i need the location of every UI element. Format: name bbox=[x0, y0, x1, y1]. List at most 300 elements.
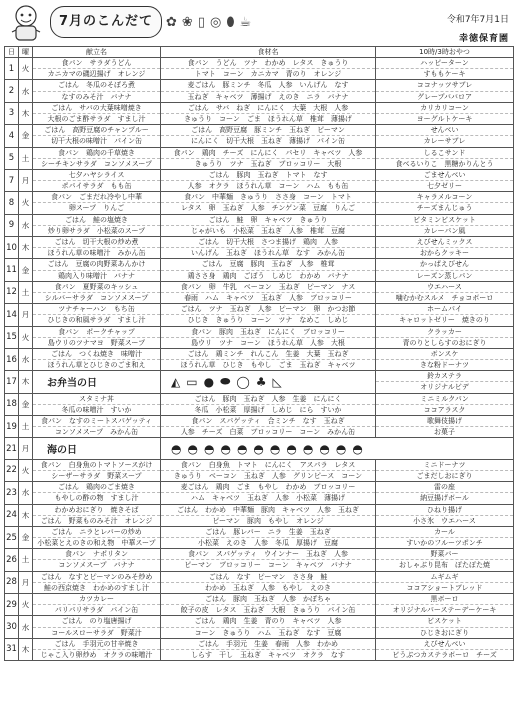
table-row bbox=[5, 371, 514, 393]
sandwich-icon: ◺ bbox=[272, 374, 282, 389]
weekday-cell: 木 bbox=[19, 237, 33, 259]
table-header-row bbox=[5, 47, 514, 58]
table-row bbox=[5, 393, 514, 415]
menu-cell-line2: ごはん 野菜ものみそ汁 オレンジ bbox=[40, 516, 153, 525]
menu-cell-line1: ごはん サバの大葉味噌焼き bbox=[33, 103, 160, 114]
menu-cell-line1: ごはん のり塩唐揚げ bbox=[33, 616, 160, 627]
cherry-icon: ❀ bbox=[181, 14, 193, 30]
menu-cell bbox=[33, 304, 161, 326]
menu-cell-line2: 大根のごま酢サラダ すまし汁 bbox=[47, 114, 146, 123]
snack-cell bbox=[376, 102, 514, 124]
watermelon-icon: ◓ bbox=[352, 441, 363, 456]
ingredient-cell-line2: わかめ 玉ねぎ 人参 もやし えのき bbox=[205, 583, 331, 592]
day-cell: 14 bbox=[5, 304, 19, 326]
menu-cell-line2: ほうれん草とひじきのごま和え bbox=[47, 361, 146, 370]
snack-cell bbox=[376, 326, 514, 348]
snack-cell bbox=[376, 58, 514, 80]
day-cell: 11 bbox=[5, 259, 19, 281]
snack-cell-line1: クラッカー bbox=[376, 327, 513, 338]
col-weekday: 曜 bbox=[19, 47, 33, 58]
weekday-cell: 水 bbox=[19, 616, 33, 638]
ingredient-cell-line2: 小松菜 えのき 人参 冬瓜 厚揚げ 豆腐 bbox=[198, 539, 338, 548]
snack-cell-line1: せんべい bbox=[376, 125, 513, 136]
watermelon-icon: ◓ bbox=[203, 441, 215, 456]
ingredient-cell bbox=[161, 459, 376, 481]
snack-cell bbox=[376, 237, 514, 259]
snack-cell bbox=[376, 571, 514, 593]
snack-cell-line1: ボンスケ bbox=[376, 349, 513, 360]
ingredient-cell-line1: 食パン 豚肉 玉ねぎ にんにく ブロッコリー bbox=[161, 327, 375, 338]
snack-cell-line2: キャロットゼリー 焼きのり bbox=[399, 316, 490, 325]
day-cell: 1 bbox=[5, 58, 19, 80]
day-cell: 31 bbox=[5, 638, 19, 660]
menu-cell bbox=[33, 393, 161, 415]
snack-cell bbox=[376, 371, 514, 393]
onigiri-icon: ◭ bbox=[171, 374, 181, 389]
menu-cell bbox=[33, 192, 161, 214]
watermelon-icon: ◓ bbox=[302, 441, 314, 456]
snack-cell-line1: えびせんミックス bbox=[376, 237, 513, 248]
menu-cell bbox=[33, 594, 161, 616]
special-day-label: お弁当の日 bbox=[33, 371, 161, 393]
col-day: 日 bbox=[5, 47, 19, 58]
day-cell: 28 bbox=[5, 571, 19, 593]
menu-cell-line2: コンソメスープ バナナ bbox=[58, 561, 135, 570]
weekday-cell: 土 bbox=[19, 549, 33, 571]
ingredient-cell-line2: ほうれん草 ひじき もやし ごま 玉ねぎ キャベツ bbox=[180, 361, 356, 370]
snack-cell-line2: カレーサブレ bbox=[423, 137, 466, 146]
weekday-cell: 水 bbox=[19, 214, 33, 236]
ingredient-cell bbox=[161, 237, 376, 259]
menu-cell bbox=[33, 214, 161, 236]
icon-strip bbox=[161, 439, 513, 459]
watermelon-icon: ◓ bbox=[335, 441, 347, 456]
snack-cell bbox=[376, 147, 514, 169]
menu-cell bbox=[33, 237, 161, 259]
day-cell: 30 bbox=[5, 616, 19, 638]
menu-cell bbox=[33, 102, 161, 124]
day-cell: 29 bbox=[5, 594, 19, 616]
snack-cell-line2: ビうぶつカステラボーロ チーズ bbox=[392, 650, 497, 659]
menu-cell-line1: 食パン サラダうどん bbox=[33, 58, 160, 69]
ingredient-cell bbox=[161, 571, 376, 593]
menu-cell bbox=[33, 147, 161, 169]
snack-cell bbox=[376, 416, 514, 438]
weekday-cell: 木 bbox=[19, 371, 33, 393]
menu-cell bbox=[33, 169, 161, 191]
snack-cell-line2: チーズまんじゅう bbox=[416, 204, 473, 213]
snack-cell-line1: 野菜バー bbox=[376, 549, 513, 560]
ingredient-cell-line2: ひじき きゅうり コーン ツナ なめこ しめじ bbox=[187, 316, 349, 325]
page-title: 7月のこんだて bbox=[50, 6, 162, 38]
watermelon-icon: ◓ bbox=[269, 441, 281, 456]
ingredient-cell bbox=[161, 638, 376, 660]
menu-cell bbox=[33, 80, 161, 102]
ingredient-cell-line2: きゅうり ツナ 玉ねぎ ブロッコリー 大根 bbox=[194, 159, 342, 168]
table-row bbox=[5, 80, 514, 102]
ingredient-cell bbox=[161, 125, 376, 147]
menu-cell-line2: 炒り卵サラダ 小松菜のスープ bbox=[47, 226, 146, 235]
menu-table bbox=[4, 46, 514, 661]
snack-cell-line2: 七夕ゼリー bbox=[427, 182, 462, 191]
ingredient-cell-line2: 餃子の皮 レタス 玉ねぎ 大根 きゅうり パイン缶 bbox=[180, 606, 356, 615]
snack-cell-line1: 歌舞伎揚げ bbox=[376, 416, 513, 427]
ingredient-cell-line1: ごはん なす ピーマン ささ身 鮭 bbox=[161, 572, 375, 583]
day-cell: 24 bbox=[5, 504, 19, 526]
ingredient-cell-line2: トマト コーン カニカマ 青のり オレンジ bbox=[194, 70, 342, 79]
table-row bbox=[5, 549, 514, 571]
snack-cell-line2: おからクッキー bbox=[420, 249, 469, 258]
corn-icon: ⬮ bbox=[226, 14, 235, 30]
ingredient-cell-line1: 食パン 卵 牛乳 ベーコン 玉ねぎ ピーマン ナス bbox=[161, 282, 375, 293]
snack-cell bbox=[376, 80, 514, 102]
menu-cell-line2: 鶏肉入り味噌汁 バナナ bbox=[58, 271, 135, 280]
snack-cell-line1: ビタミンビスケット bbox=[376, 215, 513, 226]
ingredient-cell bbox=[161, 594, 376, 616]
snack-cell-line1: キャラメルコーン bbox=[376, 192, 513, 203]
menu-cell-line2: もやしの酢の物 すまし汁 bbox=[54, 494, 139, 503]
icon-strip bbox=[161, 372, 375, 392]
table-row bbox=[5, 638, 514, 660]
ingredient-cell-line1: ごはん 鮭 卵 キャベツ きゅうり bbox=[161, 215, 375, 226]
menu-cell-line2: パリパリサラダ パイン缶 bbox=[54, 606, 139, 615]
menu-cell-line2: じゃこ入り卵炒め オクラの味噌汁 bbox=[40, 650, 153, 659]
snack-cell-line2: すいかのフルーツポンチ bbox=[406, 539, 483, 548]
table-row bbox=[5, 214, 514, 236]
weekday-cell: 月 bbox=[19, 304, 33, 326]
snack-cell bbox=[376, 594, 514, 616]
ingredient-cell-line1: ごはん 鶏肉 生姜 青のり キャベツ 人参 bbox=[161, 616, 375, 627]
table-row bbox=[5, 192, 514, 214]
day-cell: 2 bbox=[5, 80, 19, 102]
menu-cell-line2: 冬瓜の味噌汁 すいか bbox=[61, 405, 132, 414]
ingredient-cell-line2: にんにく 切干大根 玉ねぎ 薄揚げ パイン缶 bbox=[191, 137, 345, 146]
ingredient-cell-line2: 鶏ささ身 鶏肉 ごぼう しめじ わかめ バナナ bbox=[187, 271, 349, 280]
snack-cell bbox=[376, 192, 514, 214]
snack-cell-line2: オリジナルパーステーデーケーキ bbox=[392, 606, 497, 615]
snack-cell-line2: おしゃぶり昆布 ぽたぽた焼 bbox=[399, 561, 490, 570]
weekday-cell: 水 bbox=[19, 348, 33, 370]
menu-cell-line1: 食パン ナポリタン bbox=[33, 549, 160, 560]
ingredient-cell bbox=[161, 80, 376, 102]
ingredient-cell-line2: じゃがいも 小松菜 玉ねぎ 人参 椎茸 豆腐 bbox=[191, 226, 345, 235]
table-row bbox=[5, 58, 514, 80]
weekday-cell: 土 bbox=[19, 281, 33, 303]
table-row bbox=[5, 304, 514, 326]
weekday-cell: 月 bbox=[19, 169, 33, 191]
ingredient-cell-line1: ごはん 切干大根 さつま揚げ 鶏肉 人参 bbox=[161, 237, 375, 248]
day-cell: 10 bbox=[5, 237, 19, 259]
weekday-cell: 火 bbox=[19, 594, 33, 616]
snack-cell bbox=[376, 616, 514, 638]
weekday-cell: 木 bbox=[19, 504, 33, 526]
menu-cell-line2: シーチキンサラダ コンソメスープ bbox=[40, 159, 153, 168]
table-row bbox=[5, 125, 514, 147]
ingredient-cell bbox=[161, 326, 376, 348]
ingredient-cell-line2: 人参 チーズ 白菜 ブロッコリー コーン みかん缶 bbox=[180, 428, 356, 437]
menu-cell-line2: 切干大根の味噌汁 パイン缶 bbox=[51, 137, 142, 146]
menu-cell-line1: ごはん 豆腐の肉野菜あんかけ bbox=[33, 259, 160, 270]
watermelon-icon: ◓ bbox=[286, 441, 297, 456]
snack-cell-line2: すももケーキ bbox=[423, 70, 466, 79]
menu-cell-line1: 食パン ポークチャップ bbox=[33, 327, 160, 338]
ingredient-cell-line1: ごはん 豚肉 玉ねぎ トマト なす bbox=[161, 170, 375, 181]
ingredient-cell-line2: 春雨 ハム キャベツ 玉ねぎ 人参 ブロッコリー bbox=[184, 293, 352, 302]
snack-cell-line2: 小さ氷 ウエハース bbox=[413, 516, 476, 525]
tomato-icon: ● bbox=[203, 374, 215, 389]
ingredient-cell bbox=[161, 526, 376, 548]
ingredient-cell-line1: ごはん 手羽元 生姜 春雨 人参 わかめ bbox=[161, 639, 375, 650]
table-row bbox=[5, 102, 514, 124]
watermelon-icon: ◓ bbox=[253, 441, 264, 456]
table-row bbox=[5, 348, 514, 370]
menu-cell-line1: ごはん 鮭の塩焼き bbox=[33, 215, 160, 226]
menu-cell-line1: ごはん つくね焼き 味噌汁 bbox=[33, 349, 160, 360]
weekday-cell: 水 bbox=[19, 80, 33, 102]
menu-cell-line2: 島ウリのツナマヨ 野菜スープ bbox=[47, 338, 146, 347]
snack-cell-line1: しるこサンド bbox=[376, 148, 513, 159]
ingredient-cell-line1: 食パン 鶏肉 チーズ にんにく パセリ キャベツ 人参 bbox=[161, 148, 375, 159]
snack-cell-line1: ホームパイ bbox=[376, 304, 513, 315]
menu-cell-line1: ごはん 鶏肉のごま焼き bbox=[33, 482, 160, 493]
snack-cell-line1: ハッピーターン bbox=[376, 58, 513, 69]
table-row bbox=[5, 416, 514, 438]
menu-cell bbox=[33, 281, 161, 303]
snack-cell-line2: オリジナルビデ bbox=[420, 383, 469, 392]
watermelon-icon: ◓ bbox=[220, 441, 231, 456]
menu-cell bbox=[33, 549, 161, 571]
ingredient-cell bbox=[161, 169, 376, 191]
snack-cell-line2: お菓子 bbox=[434, 428, 455, 437]
snack-cell-line2: カレーパン風 bbox=[423, 226, 466, 235]
snack-cell bbox=[376, 482, 514, 504]
snack-cell-line1: ムギムギ bbox=[376, 572, 513, 583]
ingredient-cell-line2: 冬瓜 小松菜 厚揚げ しめじ にら すいか bbox=[194, 405, 342, 414]
weekday-cell: 火 bbox=[19, 459, 33, 481]
ingredient-cell bbox=[161, 616, 376, 638]
table-row bbox=[5, 571, 514, 593]
ingredient-cell-line1: ごはん 高野豆腐 豚ミンチ 玉ねぎ ピーマン bbox=[161, 125, 375, 136]
weekday-cell: 火 bbox=[19, 326, 33, 348]
day-cell: 16 bbox=[5, 348, 19, 370]
table-row bbox=[5, 594, 514, 616]
ingredient-cell-line1: 食パン スパゲッティ 合ミンチ なす 玉ねぎ bbox=[161, 416, 375, 427]
day-cell: 17 bbox=[5, 371, 19, 393]
ingredient-cell-line1: 食パン スパゲッティ ウインナー 玉ねぎ 人参 bbox=[161, 549, 375, 560]
snack-cell-line2: ココアショートブレッド bbox=[406, 583, 483, 592]
snack-cell-line1: ごませんべい bbox=[376, 170, 513, 181]
day-cell: 18 bbox=[5, 393, 19, 415]
table-row bbox=[5, 281, 514, 303]
weekday-cell: 木 bbox=[19, 102, 33, 124]
menu-cell-line2: シルバーサラダ コンソメスープ bbox=[44, 293, 149, 302]
ingredient-cell-line1: ごはん わかめ 中華麺 豚肉 キャベツ 人参 玉ねぎ bbox=[161, 505, 375, 516]
day-cell: 23 bbox=[5, 482, 19, 504]
table-row bbox=[5, 459, 514, 481]
menu-cell-line1: 食パン ごまだれ冷やし中華 bbox=[33, 192, 160, 203]
ingredient-cell bbox=[161, 147, 376, 169]
menu-cell-line2: カニカマの磯辺揚げ オレンジ bbox=[47, 70, 146, 79]
weekday-cell: 水 bbox=[19, 482, 33, 504]
snack-cell bbox=[376, 214, 514, 236]
snack-cell-line1: えびせんべい bbox=[376, 639, 513, 650]
snack-cell-line1: 鈴カステラ bbox=[376, 371, 513, 382]
snack-cell-line1: 黒ボーロ bbox=[376, 594, 513, 605]
ingredient-cell bbox=[161, 281, 376, 303]
menu-cell-line2: シーザーサラダ 野菜スープ bbox=[51, 471, 142, 480]
day-cell: 15 bbox=[5, 326, 19, 348]
snack-cell-line2: ココアラスク bbox=[423, 405, 466, 414]
menu-cell bbox=[33, 616, 161, 638]
snack-cell bbox=[376, 304, 514, 326]
ingredient-cell bbox=[161, 192, 376, 214]
menu-cell bbox=[33, 482, 161, 504]
broccoli-icon: ♣ bbox=[255, 374, 267, 389]
table-row bbox=[5, 438, 514, 459]
menu-cell bbox=[33, 58, 161, 80]
snack-cell bbox=[376, 638, 514, 660]
menu-cell-line1: 食パン 鶏肉の千草焼き bbox=[33, 148, 160, 159]
table-row bbox=[5, 147, 514, 169]
snack-cell bbox=[376, 169, 514, 191]
ingredient-cell-line1: 食パン うどん ツナ わかめ レタス きゅうり bbox=[161, 58, 375, 69]
ingredient-cell-line1: ごはん ツナ 玉ねぎ 人参 ピーマン 卵 かつお節 bbox=[161, 304, 375, 315]
ingredient-cell-line1: 食パン 中華麺 きゅうり ささ身 コーン トマト bbox=[161, 192, 375, 203]
menu-cell-line1: ツナチャーハン もち缶 bbox=[33, 304, 160, 315]
table-row bbox=[5, 616, 514, 638]
snack-cell-line1: ミニドーナツ bbox=[376, 460, 513, 471]
table-row bbox=[5, 326, 514, 348]
snack-cell-line1: ひねり揚げ bbox=[376, 505, 513, 516]
menu-cell-line1: 食パン なすのミートスパゲッティ bbox=[33, 416, 160, 427]
weekday-cell: 月 bbox=[19, 571, 33, 593]
ingredient-cell-line1: ごはん サバ ねぎ にんにく 大葉 大根 人参 bbox=[161, 103, 375, 114]
menu-cell-line2: ほうれん草の味噌汁 みかん缶 bbox=[47, 249, 146, 258]
menu-cell bbox=[33, 459, 161, 481]
ingredient-cell-line2: 島ウリ ツナ コーン ほうれん草 人参 大根 bbox=[191, 338, 345, 347]
watermelon-icon: ◓ bbox=[187, 441, 198, 456]
menu-cell-line1: ごはん ニラとレバーの炒め bbox=[33, 527, 160, 538]
day-cell: 3 bbox=[5, 102, 19, 124]
ingredient-cell-line2: ハム キャベツ 玉ねぎ 人参 小松菜 薄揚げ bbox=[191, 494, 345, 503]
col-ingredients: 食材名 bbox=[161, 47, 376, 58]
day-cell: 5 bbox=[5, 147, 19, 169]
special-day-icons bbox=[161, 438, 514, 459]
menu-cell-line1: スタミナ丼 bbox=[33, 394, 160, 405]
day-cell: 7 bbox=[5, 169, 19, 191]
weekday-cell: 金 bbox=[19, 393, 33, 415]
snack-cell-line2: 食べるいりこ 黒糖かりんとう bbox=[395, 159, 494, 168]
mascot-icon bbox=[6, 2, 46, 44]
decoration-row bbox=[166, 10, 251, 34]
col-snacks: 10時/3時おやつ bbox=[376, 47, 514, 58]
cup-icon: ☕ bbox=[239, 14, 252, 30]
menu-cell-line1: ごはん 切干大根の炒め煮 bbox=[33, 237, 160, 248]
table-row bbox=[5, 482, 514, 504]
snack-cell bbox=[376, 504, 514, 526]
snack-cell-line2: ヨーグルトケーキ bbox=[416, 114, 473, 123]
snack-cell-line1: ウエハース bbox=[376, 282, 513, 293]
day-cell: 19 bbox=[5, 416, 19, 438]
weekday-cell: 木 bbox=[19, 638, 33, 660]
weekday-cell: 金 bbox=[19, 526, 33, 548]
menu-cell-line1: 七夕ハヤシライス bbox=[33, 170, 160, 181]
day-cell: 4 bbox=[5, 125, 19, 147]
col-menu: 献立名 bbox=[33, 47, 161, 58]
menu-cell-line1: 食パン 夏野菜のキッシュ bbox=[33, 282, 160, 293]
morning-glory-icon: ✿ bbox=[166, 14, 177, 30]
snack-cell-line2: レーズン蒸しパン bbox=[416, 271, 473, 280]
weekday-cell: 土 bbox=[19, 416, 33, 438]
menu-cell bbox=[33, 571, 161, 593]
menu-cell-line1: ごはん 冬瓜のそぼろ煮 bbox=[33, 80, 160, 91]
weekday-cell: 金 bbox=[19, 125, 33, 147]
ingredient-cell-line2: コーン きゅうり ハム 玉ねぎ なす 豆腐 bbox=[194, 628, 342, 637]
snack-cell-line2: ごまだしおにぎり bbox=[416, 471, 473, 480]
day-cell: 12 bbox=[5, 281, 19, 303]
ingredient-cell-line1: ごはん 豚肉 玉ねぎ 人参 かぼちゃ bbox=[161, 594, 375, 605]
ingredient-cell-line1: ごはん 豚肉 玉ねぎ 人参 生姜 にんにく bbox=[161, 394, 375, 405]
ingredient-cell-line2: ピーマン 豚肉 もやし オレンジ bbox=[212, 516, 324, 525]
bento-icon: ▭ bbox=[186, 374, 198, 389]
menu-cell-line1: ごはん 高野豆腐のチャンプルー bbox=[33, 125, 160, 136]
egg-icon: ◯ bbox=[236, 374, 250, 389]
watermelon-icon: ◓ bbox=[236, 441, 248, 456]
day-cell: 26 bbox=[5, 549, 19, 571]
ingredient-cell bbox=[161, 259, 376, 281]
menu-cell-line2: コンソメスープ みかん缶 bbox=[54, 428, 139, 437]
menu-cell bbox=[33, 326, 161, 348]
snack-cell bbox=[376, 125, 514, 147]
snack-cell-line1: ビスケット bbox=[376, 616, 513, 627]
menu-cell bbox=[33, 125, 161, 147]
weekday-cell: 金 bbox=[19, 259, 33, 281]
ingredient-cell bbox=[161, 214, 376, 236]
day-cell: 25 bbox=[5, 526, 19, 548]
ingredient-cell bbox=[161, 504, 376, 526]
snack-cell-line2: ひじきおにぎり bbox=[420, 628, 469, 637]
special-day-label: 海の日 bbox=[33, 438, 161, 459]
snack-cell bbox=[376, 348, 514, 370]
menu-cell bbox=[33, 259, 161, 281]
snack-cell-line2: グレープババロア bbox=[416, 92, 473, 101]
ingredient-cell-line2: 玉ねぎ キャベツ 薄揚げ えのき ニラ バナナ bbox=[187, 92, 349, 101]
menu-cell bbox=[33, 348, 161, 370]
snack-cell-line2: 噛むかむスルメ チョコボーロ bbox=[395, 293, 494, 302]
menu-cell-line1: ごはん なすとピーマンのみそ炒め bbox=[33, 572, 160, 583]
ingredient-cell-line1: 食パン 白身魚 トマト にんにく アスパラ レタス bbox=[161, 460, 375, 471]
table-body bbox=[5, 58, 514, 661]
watermelon-icon: ◓ bbox=[171, 441, 182, 456]
snack-cell-line1: かっぱえびせん bbox=[376, 259, 513, 270]
ingredient-cell-line1: ごはん 豚レバー ニラ 生姜 玉ねぎ bbox=[161, 527, 375, 538]
snack-cell bbox=[376, 459, 514, 481]
ingredient-cell bbox=[161, 348, 376, 370]
menu-cell-line2: 卵スープ りんご bbox=[68, 204, 125, 213]
ingredient-cell-line1: ごはん 鶏ミンチ れんこん 生姜 大葉 玉ねぎ bbox=[161, 349, 375, 360]
snack-cell-line1: カリカリコーン bbox=[376, 103, 513, 114]
ingredient-cell bbox=[161, 549, 376, 571]
watermelon-icon: ◓ bbox=[319, 441, 330, 456]
menu-cell-line2: 小松菜とえのきの和え物 中華スープ bbox=[37, 539, 156, 548]
ingredient-cell-line2: ピーマン ブロッコリー コーン キャベツ バナナ bbox=[184, 561, 352, 570]
weekday-cell: 火 bbox=[19, 58, 33, 80]
menu-cell-line2: なすのみそ汁 バナナ bbox=[61, 92, 132, 101]
snack-cell-line1: 雷の座 bbox=[376, 482, 513, 493]
school-name: 幸徳保育園 bbox=[458, 34, 509, 44]
table-row bbox=[5, 169, 514, 191]
snack-cell-line1: カール bbox=[376, 527, 513, 538]
